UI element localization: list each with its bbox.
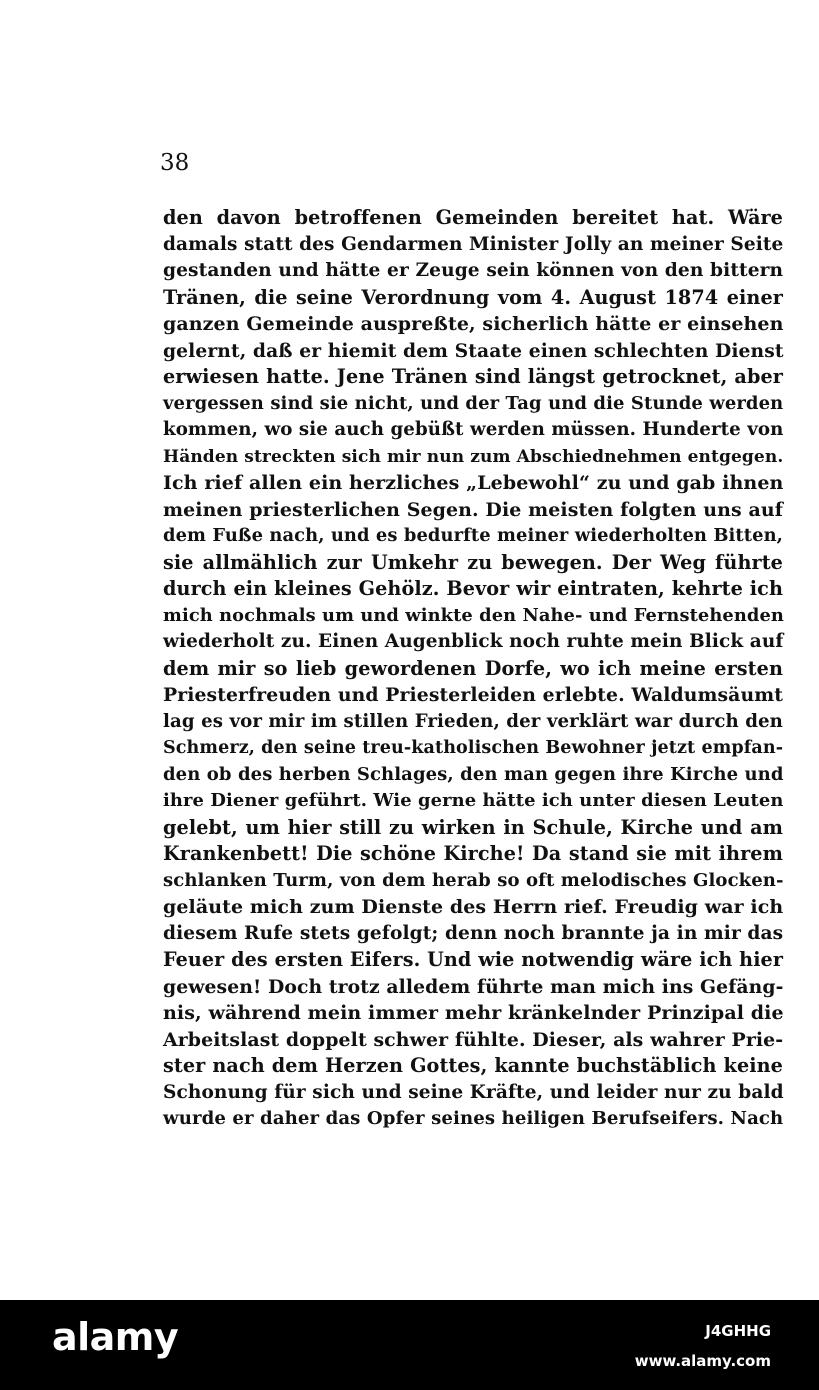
text-line: dem mir so lieb gewordenen Dorfe, wo ich meine ersten <box>163 656 783 680</box>
page-number: 38 <box>160 150 190 176</box>
text-line: Tränen, die seine Verordnung vom 4. August 1874 einer <box>163 285 783 309</box>
text-line: ihre Diener geführt. Wie gerne hätte ich unter diesen Leuten <box>163 790 784 811</box>
text-line: lag es vor mir im stillen Frieden, der verklärt war durch den <box>163 710 783 732</box>
text-line: wiederholt zu. Einen Augenblick noch ruhte mein Blick auf <box>163 631 784 652</box>
text-line: schlanken Turm, von dem herab so oft melodisches Glocken- <box>163 869 784 891</box>
text-line: nis, während mein immer mehr kränkelnder Prinzipal die <box>163 1002 784 1024</box>
body-text <box>163 205 783 1133</box>
text-line: Händen streckten sich mir nun zum Abschiednehmen entgegen. <box>163 446 784 467</box>
text-line: erwiesen hatte. Jene Tränen sind längst getrocknet, aber <box>163 365 783 388</box>
text-line: damals statt des Gendarmen Minister Jolly an meiner Seite <box>163 233 784 255</box>
site-url-label: www.alamy.com <box>634 1352 771 1370</box>
text-line: gelebt, um hier still zu wirken in Schule, Kirche und am <box>163 815 783 839</box>
image-id-label: J4GHHG <box>705 1322 771 1340</box>
text-line: Schonung für sich und seine Kräfte, und leider nur zu bald <box>163 1081 784 1103</box>
text-line: kommen, wo sie auch gebüßt werden müssen. Hunderte von <box>163 419 784 440</box>
text-line: Schmerz, den seine treu-katholischen Bewohner jetzt empfan- <box>163 738 784 758</box>
text-line: gelernt, daß er hiemit dem Staate einen schlechten Dienst <box>163 339 784 362</box>
text-line: mich nochmals um und winkte den Nahe- und Fernstehenden <box>163 604 784 626</box>
text-line: gewesen! Doch trotz alledem führte man mich ins Gefäng- <box>163 975 784 998</box>
alamy-logo: alamy <box>52 1315 179 1359</box>
text-line: den davon betroffenen Gemeinden bereitet hat. Wäre <box>163 206 783 229</box>
text-line: den ob des herben Schlages, den man gegen ihre Kirche und <box>163 763 784 785</box>
text-line: Krankenbett! Die schöne Kirche! Da stand sie mit ihrem <box>163 842 783 865</box>
text-line: Feuer des ersten Eifers. Und wie notwendig wäre ich hier <box>163 948 783 971</box>
text-line: geläute mich zum Dienste des Herrn rief. Freudig war ich <box>163 896 784 918</box>
text-line: ster nach dem Herzen Gottes, kannte buchstäblich keine <box>163 1054 783 1077</box>
text-line: sie allmählich zur Umkehr zu bewegen. Der Weg führte <box>163 550 783 574</box>
text-line: gestanden und hätte er Zeuge sein können von den bittern <box>163 260 784 281</box>
text-line: vergessen sind sie nicht, und der Tag und die Stunde werden <box>163 392 784 414</box>
text-line: dem Fuße nach, und es bedurfte meiner wiederholten Bitten, <box>163 525 783 546</box>
text-line: Ich rief allen ein herzliches „Lebewohl“ zu und gab ihnen <box>163 472 784 494</box>
text-line: diesem Rufe stets gefolgt; denn noch brannte ja in mir das <box>163 922 784 944</box>
text-line: Priesterfreuden und Priesterleiden erlebte. Waldumsäumt <box>163 684 783 706</box>
text-line: durch ein kleines Gehölz. Bevor wir eintraten, kehrte ich <box>163 577 783 600</box>
text-line: Arbeitslast doppelt schwer fühlte. Dieser, als wahrer Prie- <box>163 1028 784 1051</box>
text-line: ganzen Gemeinde auspreßte, sicherlich hätte er einsehen <box>163 313 784 335</box>
text-line: meinen priesterlichen Segen. Die meisten folgten uns auf <box>163 498 783 521</box>
text-line: wurde er daher das Opfer seines heiligen Berufseifers. Nach <box>163 1108 784 1129</box>
